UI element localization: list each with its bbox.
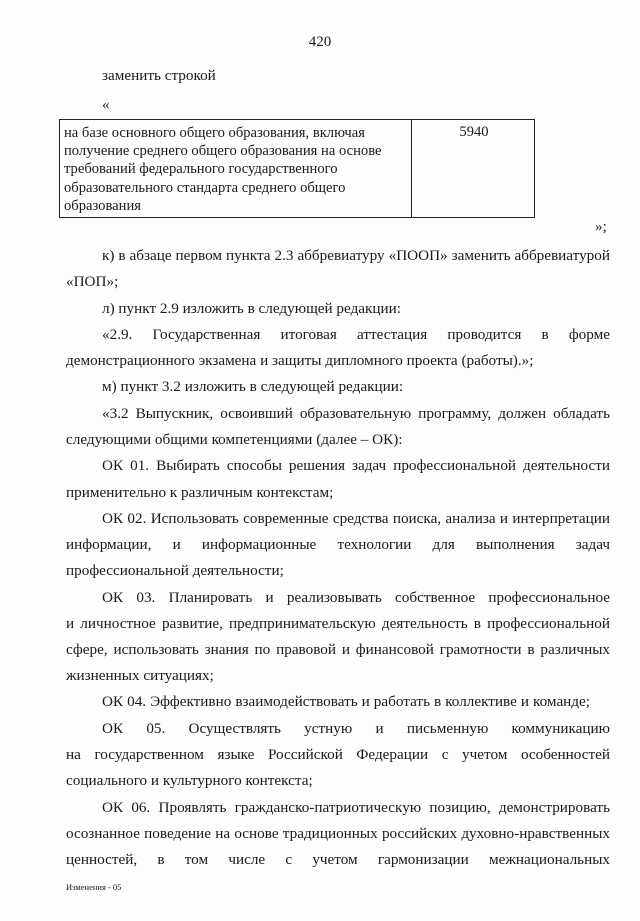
ok06-line1: ОК 06. Проявлять гражданско-патриотическую позицию, демонстрировать xyxy=(102,799,610,816)
footer-note: Изменения - 05 xyxy=(66,882,122,892)
ok01-line2: применительно к различным контекстам; xyxy=(66,484,334,501)
ok05-line2: на государственном языке Российской Федерации с учетом особенностей xyxy=(66,746,610,763)
ok03-line1: ОК 03. Планировать и реализовывать собственное профессиональное xyxy=(102,589,610,606)
ok02-line3: профессиональной деятельности; xyxy=(66,562,284,579)
para-l-line1: л) пункт 2.9 изложить в следующей редакции: xyxy=(102,300,402,317)
intro-text: заменить строкой xyxy=(102,67,216,84)
open-quote: « xyxy=(102,96,110,113)
ok05-line3: социального и культурного контекста; xyxy=(66,772,313,789)
para-m-line1: м) пункт 3.2 изложить в следующей редакции: xyxy=(102,378,404,395)
ok03-line3: сфере, использовать знания по правовой и финансовой грамотности в различных xyxy=(66,641,610,658)
para-m-line2: «3.2 Выпускник, освоивший образовательную программу, должен обладать xyxy=(102,405,610,422)
table-cell-description: на базе основного общего образования, включая получение среднего общего образования на основе требований федерального государственного образовательного стандарта среднего общего образования xyxy=(64,125,382,214)
ok06-line3: ценностей, в том числе с учетом гармонизации межнациональных xyxy=(66,851,610,868)
ok02-line1: ОК 02. Использовать современные средства поиска, анализа и интерпретации xyxy=(102,510,610,527)
para-l-line3: демонстрационного экзамена и защиты дипломного проекта (работы).»; xyxy=(66,352,534,369)
close-quote: »; xyxy=(595,218,607,235)
para-l-line2: «2.9. Государственная итоговая аттестация проводится в форме xyxy=(102,326,610,343)
ok04-line: ОК 04. Эффективно взаимодействовать и работать в коллективе и команде; xyxy=(102,693,590,710)
ok05-line1: ОК 05. Осуществлять устную и письменную коммуникацию xyxy=(102,720,610,737)
ok03-line2: и личностное развитие, предпринимательскую деятельность в профессиональной xyxy=(66,615,610,632)
replacement-table xyxy=(59,119,535,218)
para-k-line1: к) в абзаце первом пункта 2.3 аббревиатуру «ПООП» заменить аббревиатурой xyxy=(102,247,610,264)
ok06-line2: осознанное поведение на основе традиционных российских духовно-нравственных xyxy=(66,825,610,842)
ok03-line4: жизненных ситуациях; xyxy=(66,667,214,684)
table-cell-value: 5940 xyxy=(459,124,489,140)
para-m-line3: следующими общими компетенциями (далее – ОК): xyxy=(66,431,403,448)
ok01-line1: ОК 01. Выбирать способы решения задач профессиональной деятельности xyxy=(102,457,610,474)
para-k-line2: «ПОП»; xyxy=(66,273,119,290)
ok02-line2: информации, и информационные технологии для выполнения задач xyxy=(66,536,610,553)
page-number: 420 xyxy=(308,34,332,50)
